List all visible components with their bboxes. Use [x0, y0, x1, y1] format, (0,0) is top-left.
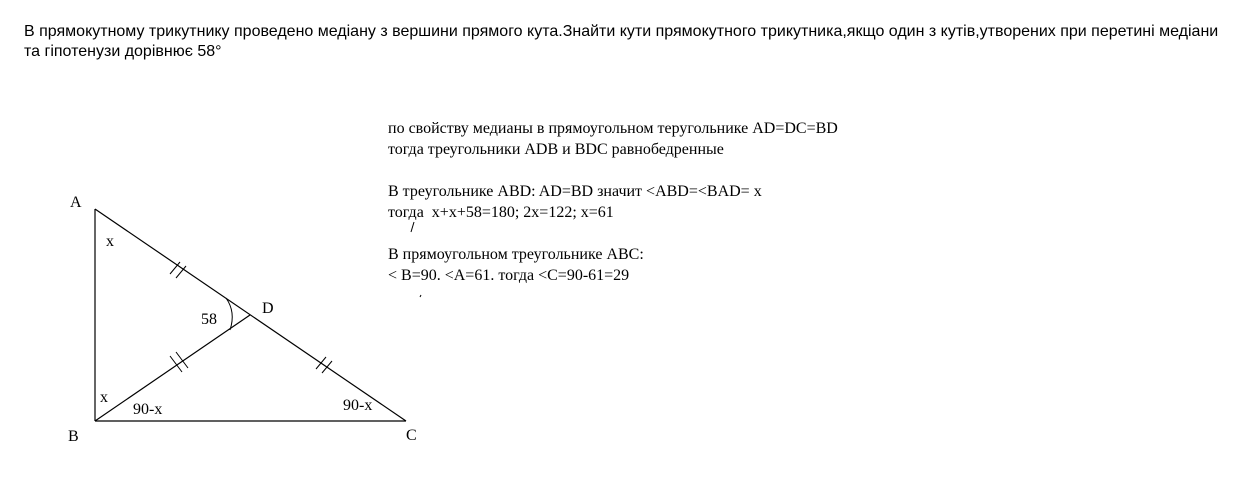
solution-line-4: тогда x+x+58=180; 2x=122; x=61	[388, 204, 614, 221]
solution-line-3: В треугольнике ABD: AD=BD значит <ABD=<BAD= x	[388, 183, 762, 200]
solution-line-6: < B=90. <A=61. тогда <C=90-61=29	[388, 267, 630, 284]
problem-statement: В прямокутному трикутнику проведено медіану з вершини прямого кута.Знайти кути прямокутного трикутника,якщо один з кутів,утворених при перетині медіани та гіпотенузи дорівнює 58°	[24, 23, 1219, 60]
solution-line-2: тогда треугольники ADB и BDC равнобедренные	[388, 141, 724, 158]
solution-line-5: В прямоугольном треугольнике ABC:	[388, 246, 644, 263]
vertex-label-c: C	[406, 427, 417, 444]
angle-label-b-upper: x	[100, 389, 108, 406]
vertex-label-d: D	[262, 300, 274, 317]
vertex-label-b: B	[68, 428, 79, 445]
angle-arc-d	[226, 298, 232, 330]
angle-label-c: 90-x	[343, 397, 373, 414]
stray-mark	[411, 222, 414, 232]
solution-line-1: по свойству медианы в прямоугольном теругольнике AD=DC=BD	[388, 120, 838, 137]
tick-marks-bd	[170, 352, 188, 372]
vertex-label-a: A	[70, 194, 82, 211]
median-bd	[95, 315, 250, 421]
angle-label-b-lower: 90-x	[133, 401, 163, 418]
stray-mark	[420, 295, 421, 297]
angle-label-d: 58	[201, 311, 217, 328]
angle-label-a: x	[106, 233, 114, 250]
